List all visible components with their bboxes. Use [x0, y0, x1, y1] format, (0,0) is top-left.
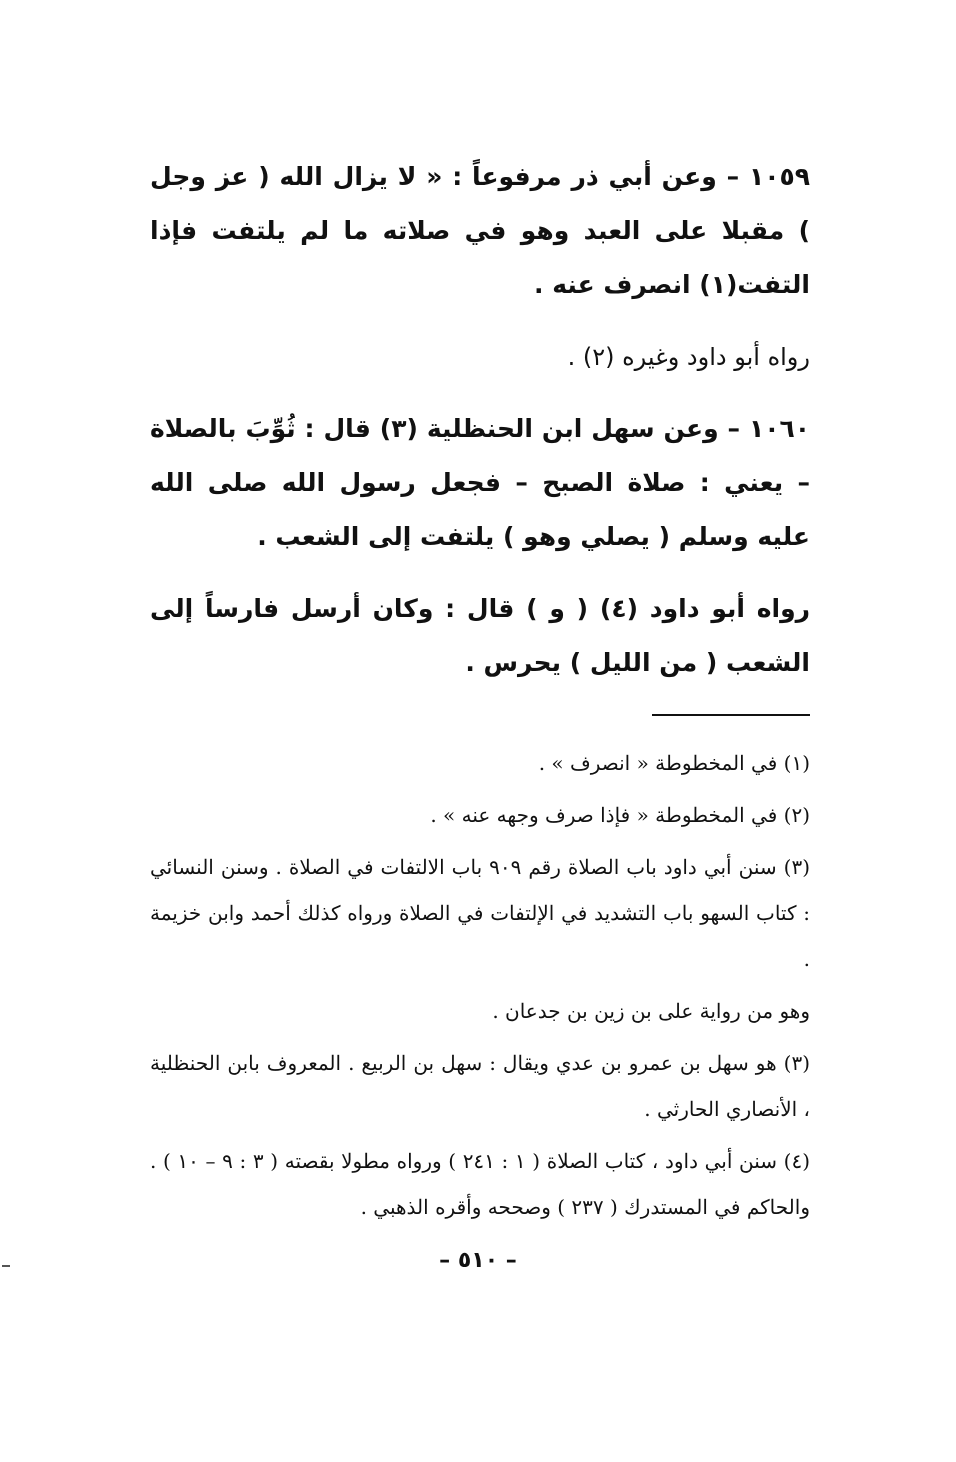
footnote-divider	[652, 714, 810, 716]
footnote-2: (٢) في المخطوطة « فإذا صرف وجهه عنه » .	[430, 803, 810, 827]
hadith-1059: ١٠٥٩ – وعن أبي ذر مرفوعاً : « لا يزال الله ( عز وجل ) مقبلا على العبد وهو في صلاته ما لم يلتفت فإذا التفت(١) انصرف عنه .	[150, 162, 810, 299]
footnote-3: (٣) سنن أبي داود باب الصلاة رقم ٩٠٩ باب الالتفات في الصلاة . وسنن النسائي : كتاب السهو باب التشديد في الإلتفات في الصلاة ورواه كذلك أحمد وابن خزيمة .	[150, 855, 810, 971]
footnote-3-continuation: وهو من رواية على بن زين بن جدعان .	[492, 999, 810, 1023]
page-number: – ٥١٠ –	[439, 1248, 517, 1273]
page-body	[150, 150, 810, 1236]
footnote-3b: (٣) هو سهل بن عمرو بن عدي ويقال : سهل بن الربيع . المعروف بابن الحنظلية ، الأنصاري الحارثي .	[150, 1051, 810, 1121]
footnote-1: (١) في المخطوطة « انصرف » .	[538, 751, 810, 775]
footnote-4: (٤) سنن أبي داود ، كتاب الصلاة ( ١ : ٢٤١ ) ورواه مطولا بقصته ( ٣ : ٩ – ١٠ ) . والحاكم في المستدرك ( ٢٣٧ ) وصححه وأقره الذهبي .	[150, 1149, 811, 1219]
riwaya-1059: رواه أبو داود وغيره (٢) .	[567, 343, 810, 371]
riwaya-1060: رواه أبو داود (٤) ( و ) قال : وكان أرسل فارساً إلى الشعب ( من الليل ) يحرس .	[150, 594, 810, 677]
scan-margin-mark	[2, 1265, 10, 1267]
hadith-1060: ١٠٦٠ – وعن سهل ابن الحنظلية (٣) قال : ثُوِّبَ بالصلاة – يعني : صلاة الصبح – فجعل رسول الله صلى الله عليه وسلم ( يصلي وهو ) يلتفت إلى الشعب .	[150, 414, 810, 551]
